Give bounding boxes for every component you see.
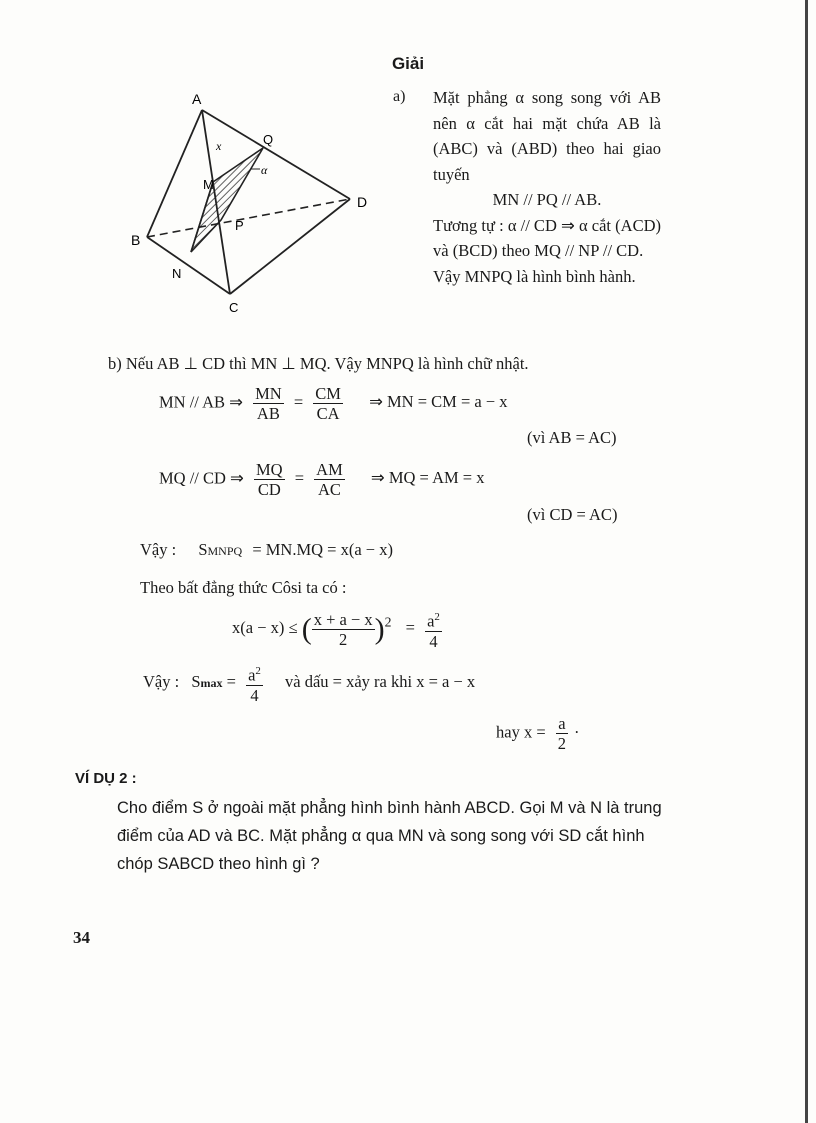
label-q: Q [263, 132, 274, 147]
label-p: P [235, 218, 244, 233]
eq2-right: ⇒ MQ = AM = x [370, 468, 485, 488]
ineq-frac: $\frac{x + a - x}{2}$ [313, 609, 373, 649]
eq1-note: (vì AB = AC) [527, 428, 617, 447]
eq2: MQ // CD ⇒ $\frac{MQ}{CD}$ = $\frac{AM}{AC}$ ⇒ MQ = AM = x [159, 460, 485, 499]
eq2-frac2: $\frac{AM}{AC}$ [316, 460, 343, 499]
eq1-frac1: $\frac{MN}{AB}$ [255, 384, 282, 423]
label-d: D [357, 194, 368, 210]
part-a-p1: Mặt phẳng α song song với AB nên α cắt hai mặt chứa AB là (ABC) và (ABD) theo hai giao tuyến [433, 88, 661, 184]
hidden-edge-bd [147, 199, 350, 237]
page-heading: Giải [391, 54, 425, 73]
hay-line: hay x = $\frac{a}{2}$ · [496, 714, 580, 753]
section-mnpq [191, 148, 263, 252]
label-m: M [203, 177, 214, 192]
label-alpha: α [261, 163, 268, 177]
eq2-left: MQ // CD ⇒ [159, 468, 244, 488]
area-label: Vậy : [140, 540, 177, 559]
eq2-frac1: $\frac{MQ}{CD}$ [256, 460, 283, 499]
max-line: Vậy : Smax = $\frac{a^2}{4}$ và dấu = xảy ra khi x = a − x [143, 662, 475, 705]
eq1: MN // AB ⇒ $\frac{MN}{AB}$ = $\frac{CM}{CA}$ ⇒ MN = CM = a − x [159, 384, 508, 423]
ineq-right-frac: $\frac{a^2}{4}$ [425, 608, 442, 651]
example-text: Cho điểm S ở ngoài mặt phẳng hình bình hành ABCD. Gọi M và N là trung điểm của AD và BC. Mặt phẳng α qua MN và song song với SD cắt hình chóp SABCD theo hình gì ? [117, 799, 662, 873]
hay-text: hay x = [496, 722, 546, 742]
max-sub: max [200, 676, 223, 691]
tetrahedron-figure [118, 82, 368, 332]
eq1-left: MN // AB ⇒ [159, 392, 243, 412]
max-text: và dấu = xảy ra khi x = a − x [285, 672, 476, 692]
inequality: x(a − x) ≤ ( $\frac{x + a - x}{2}$ )$^2$ = $\frac{a^2}{4}$ [232, 609, 440, 651]
label-c: C [229, 300, 239, 315]
max-frac: $\frac{a^2}{4}$ [246, 662, 263, 705]
ineq-left: x(a − x) ≤ [232, 618, 298, 638]
label-n: N [172, 266, 182, 281]
eq2-note: (vì CD = AC) [527, 505, 618, 524]
page-edge-line [805, 0, 808, 1123]
part-a-p1-center: MN // PQ // AB. [492, 190, 602, 209]
page-number: 34 [73, 928, 90, 947]
eq1-frac2: $\frac{CM}{CA}$ [315, 384, 341, 423]
part-a-label: a) [393, 88, 406, 105]
max-label: Vậy : [143, 672, 180, 692]
label-a: A [192, 91, 202, 107]
label-x: x [216, 139, 222, 153]
part-a-p2: Tương tự : α // CD ⇒ α cắt (ACD) và (BCD) theo MQ // NP // CD. [433, 215, 661, 260]
part-a-text [433, 85, 661, 289]
area-sub: MNPQ [207, 544, 243, 558]
part-a-p3: Vậy MNPQ là hình bình hành. [433, 266, 636, 286]
example-title: VÍ DỤ 2 : [75, 770, 137, 787]
label-b: B [131, 232, 141, 248]
eq1-right: ⇒ MN = CM = a − x [369, 392, 508, 412]
max-s: S [191, 672, 201, 692]
area-s: S [198, 540, 208, 559]
part-b-intro: b) Nếu AB ⊥ CD thì MN ⊥ MQ. Vậy MNPQ là hình chữ nhật. [108, 354, 529, 373]
hay-frac: $\frac{a}{2}$ [557, 714, 567, 753]
cosi-line: Theo bất đẳng thức Côsi ta có : [140, 578, 347, 597]
area-expr: = MN.MQ = x(a − x) [252, 540, 393, 559]
area-line [140, 540, 393, 560]
